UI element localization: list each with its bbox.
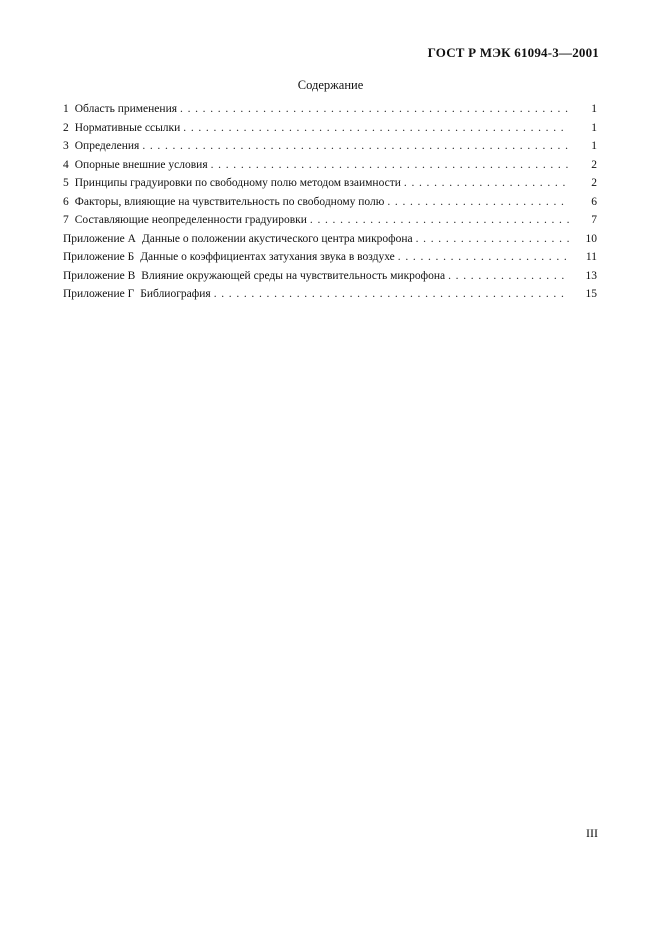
toc-entry-title: Данные о положении акустического центра микрофона [141,232,413,245]
dot-leader [180,103,569,115]
toc-entry-number: 7 [63,214,69,226]
toc-entry-title: Составляющие неопределенности градуировки [74,214,307,226]
toc-entry-label [63,177,404,189]
toc-entry-label [63,214,310,226]
dot-leader [387,196,569,208]
toc-entry-page: 2 [591,177,597,189]
toc-entry[interactable] [63,122,597,141]
toc-entry-number: 3 [63,140,69,152]
toc-entry-label [63,270,448,282]
toc-entry-number: Приложение В [63,269,136,282]
toc-entry-number: 6 [63,195,69,208]
dot-leader [398,251,569,263]
toc-entry-page: 11 [585,251,597,263]
page-number: III [586,826,598,840]
toc-entry-label [63,122,183,134]
table-of-contents [63,103,597,307]
toc-entry-title: Определения [74,140,140,152]
toc-title: Содержание [297,78,364,92]
toc-entry[interactable] [63,140,597,159]
toc-entry-page: 2 [591,158,597,171]
dot-leader [448,270,569,282]
toc-entry-annex[interactable] [63,288,597,307]
toc-entry-annex[interactable] [63,270,597,289]
toc-entry-page: 7 [591,214,597,226]
toc-entry[interactable] [63,196,597,215]
toc-entry[interactable] [63,159,597,178]
toc-entry-label [63,288,214,300]
toc-entry-annex[interactable] [63,233,597,252]
toc-entry-number: 5 [63,177,69,189]
toc-entry-label [63,103,180,115]
toc-entry-page: 15 [585,288,597,300]
dot-leader [142,140,569,152]
toc-entry-title: Принципы градуировки по свободному полю методом взаимности [74,177,401,189]
toc-entry-number: 1 [63,103,69,115]
toc-entry-label [63,159,211,171]
toc-entry-label [63,140,142,152]
toc-entry-label [63,196,387,208]
toc-entry-page: 6 [591,195,597,208]
dot-leader [183,122,569,134]
toc-entry-page: 10 [585,232,597,245]
toc-entry-title: Библиография [140,288,211,300]
toc-entry-title: Область применения [74,103,178,115]
dot-leader [404,177,569,189]
toc-entry-page: 1 [591,103,597,115]
toc-entry-page: 1 [591,121,597,134]
dot-leader [211,159,569,171]
toc-entry-title: Данные о коэффициентах затухания звука в воздухе [140,251,395,263]
toc-entry[interactable] [63,214,597,233]
toc-entry-title: Влияние окружающей среды на чувствительность микрофона [141,269,446,282]
toc-entry-title: Факторы, влияющие на чувствительность по свободному полю [74,195,385,208]
toc-entry-number: Приложение Б [63,251,135,263]
toc-entry-label [63,251,398,263]
dot-leader [310,214,569,226]
toc-entry-page: 1 [591,140,597,152]
toc-entry[interactable] [63,103,597,122]
toc-entry-number: 4 [63,158,69,171]
standard-designation: ГОСТ Р МЭК 61094-3—2001 [427,45,599,60]
toc-entry-title: Опорные внешние условия [74,158,208,171]
toc-entry-title: Нормативные ссылки [74,121,181,134]
toc-entry[interactable] [63,177,597,196]
toc-entry-page: 13 [585,269,597,282]
toc-entry-number: Приложение А [63,232,136,245]
toc-entry-number: 2 [63,121,69,134]
toc-entry-number: Приложение Г [63,288,135,300]
toc-entry-annex[interactable] [63,251,597,270]
dot-leader [214,288,569,300]
dot-leader [416,233,569,245]
toc-entry-label [63,233,416,245]
